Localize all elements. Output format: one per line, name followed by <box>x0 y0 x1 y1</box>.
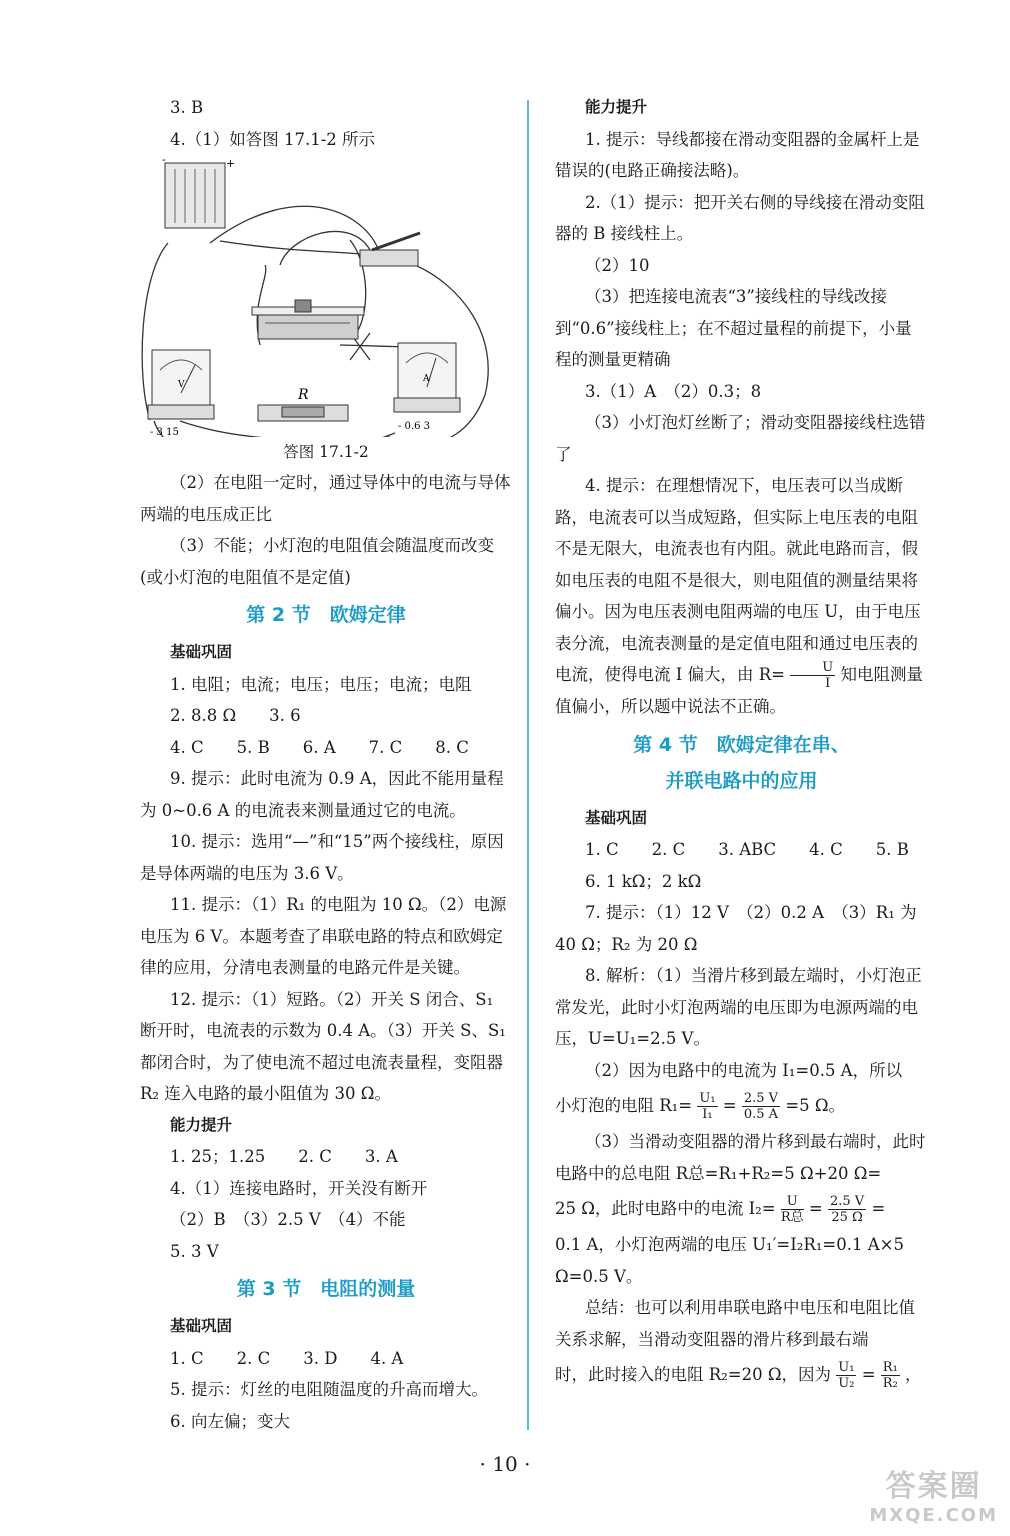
sec4-answer-8-2: （2）因为电路中的电流为 I₁=0.5 A，所以 <box>585 1060 903 1080</box>
sec3-ability-2-1: 2.（1）提示：把开关右侧的导线接在滑动变阻器的 B 接线柱上。 <box>555 192 925 243</box>
sec4-summary: 总结：也可以利用串联电路中电压和电阻比值关系求解，当滑动变阻器的滑片移到最右端 <box>555 1298 915 1349</box>
sec2-answer-1: 1. 电阻；电流；电压；电压；电流；电阻 <box>170 674 472 694</box>
resistor-label: R <box>298 387 309 403</box>
ability-heading: 能力提升 <box>170 1115 233 1134</box>
sec3-ability-3: 3.（1）A （2）0.3；8 <box>585 381 762 401</box>
formula-lead: 25 Ω，此时电路中的电流 I₂= <box>555 1199 776 1218</box>
formula-tail: = <box>871 1199 886 1218</box>
resistor <box>258 387 348 421</box>
frac-den: I <box>825 676 831 691</box>
frac-num: R₁ <box>882 1360 898 1375</box>
sec4-summary-formula <box>555 1355 928 1395</box>
frac-num: U <box>790 660 835 676</box>
equals-sign: = <box>861 1365 876 1384</box>
sec2-answer-12: 12. 提示：（1）短路。（2）开关 S 闭合、S₁ 断开时，电流表的示数为 0.4 A。（3）开关 S、S₁ 都闭合时，为了使电流不超过电流表量程，变阻器 R₂ 连入电路的最小阻值为 30 Ω。 <box>140 989 506 1103</box>
sec3-answer-5: 5. 提示：灯丝的电阻随温度的升高而增大。 <box>170 1380 488 1399</box>
formula-lead: 时，此时接入的电阻 R₂=20 Ω，因为 <box>555 1365 832 1384</box>
circuit-diagram <box>140 155 512 437</box>
frac-den: R₂ <box>882 1376 898 1391</box>
sec2-answer-11: 11. 提示：（1）R₁ 的电阻为 10 Ω。（2）电源电压为 6 V。本题考查了串联电路的特点和欧姆定律的应用，分清电表测量的电路元件是关键。 <box>140 895 507 977</box>
frac-den: 0.5 A <box>743 1107 779 1122</box>
sec4-answer-8-3-result: 0.1 A，小灯泡两端的电压 U₁′=I₂R₁=0.1 A×5 Ω=0.5 V。 <box>555 1235 904 1286</box>
frac-den: 25 Ω <box>831 1210 863 1225</box>
sec2-ability-4-2: （2）B （3）2.5 V （4）不能 <box>170 1210 406 1229</box>
formula-result: =5 Ω。 <box>785 1096 846 1115</box>
frac-num: 2.5 V <box>743 1091 779 1106</box>
frac-den: U₂ <box>838 1376 855 1391</box>
sec4-answer-6: 6. 1 kΩ；2 kΩ <box>585 871 702 891</box>
figure-caption: 答图 17.1-2 <box>283 443 369 461</box>
sec3-answer-6: 6. 向左偏；变大 <box>170 1411 290 1431</box>
sec3-ability-1: 1. 提示：导线都接在滑动变阻器的金属杆上是错误的(电路正确接法略)。 <box>555 129 920 180</box>
fraction-2-5v-0-5a <box>742 1091 780 1122</box>
voltmeter-terminals: - 3 15 <box>150 427 179 437</box>
watermark-line1: 答案圈 <box>885 1469 982 1504</box>
sec3-ability-4-end: 知电阻测量值偏小，所以题中说法不正确。 <box>555 665 923 716</box>
section-4-title-1: 第 4 节 欧姆定律在串、 <box>633 733 850 756</box>
answer-4-2: （2）在电阻一定时，通过导体中的电流与导体两端的电压成正比 <box>140 473 511 524</box>
ability-heading-right: 能力提升 <box>585 98 648 116</box>
ammeter-terminals: - 0.6 3 <box>398 421 431 432</box>
sec3-ability-4-text: 4. 提示：在理想情况下，电压表可以当成断路，电流表可以当成短路，但实际上电压表的电阻不是无限大，电流表也有内阻。就此电路而言，假如电压表的电阻不是很大，则电阻值的测量结果将偏小。因为电压表测电阻两端的电压 U，由于电压表分流，电流表测量的是定值电阻和通过电压表的电流，使得电流 I 偏大，由 R= <box>555 476 921 684</box>
equals-sign: = <box>722 1096 737 1115</box>
sec4-answer-7: 7. 提示：（1）12 V （2）0.2 A （3）R₁ 为 40 Ω；R₂ 为 20 Ω <box>555 903 917 954</box>
sec2-answer-10: 10. 提示：选用“—”和“15”两个接线柱，原因是导体两端的电压为 3.6 V。 <box>140 832 504 883</box>
frac-num: U <box>781 1194 804 1210</box>
formula-tail: ， <box>905 1365 922 1384</box>
frac-den: I₁ <box>702 1107 713 1122</box>
sec2-ability-5: 5. 3 V <box>170 1241 219 1261</box>
sec2-ability-1: 1. 25；1.25 2. C 3. A <box>170 1147 398 1166</box>
formula-lead: 小灯泡的电阻 R₁= <box>555 1096 693 1115</box>
sec3-ability-2-3: （3）把连接电流表“3”接线柱的导线改接到“0.6”接线柱上；在不超过量程的前提下，小量程的测量更精确 <box>555 287 912 369</box>
answer-4-3: （3）不能；小灯泡的电阻值会随温度而改变(或小灯泡的电阻值不是定值) <box>140 536 494 587</box>
fraction-u-r-total <box>781 1194 804 1225</box>
fraction-u1-i1 <box>697 1091 717 1122</box>
switch <box>360 233 420 266</box>
sec4-answer-8-1: 8. 解析：（1）当滑片移到最左端时，小灯泡正常发光，此时小灯泡两端的电压即为电源两端的电压，U=U₁=2.5 V。 <box>555 966 922 1048</box>
sec4-answer-8-3-formula <box>555 1189 928 1229</box>
watermark <box>869 1461 998 1526</box>
answer-3: 3. B <box>170 98 204 117</box>
fraction-2-5v-25ohm <box>828 1194 866 1225</box>
watermark-line2: MXQE.COM <box>869 1505 998 1526</box>
fraction-r1-r2 <box>881 1360 900 1391</box>
voltmeter-label: V <box>178 380 185 390</box>
sec4-answer-1-5: 1. C 2. C 3. ABC 4. C 5. B <box>585 840 909 859</box>
circuit-figure <box>140 155 512 437</box>
basic-heading-4: 基础巩固 <box>585 808 648 827</box>
sec3-ability-4 <box>555 470 928 723</box>
frac-num: 2.5 V <box>830 1194 865 1209</box>
section-4-title-2: 并联电路中的应用 <box>665 769 818 792</box>
sec2-answer-4-8: 4. C 5. B 6. A 7. C 8. C <box>170 737 469 757</box>
fraction-u-over-i <box>790 660 835 691</box>
battery-plus-label: + <box>226 157 236 170</box>
basic-heading-3: 基础巩固 <box>170 1317 233 1335</box>
right-column <box>555 92 928 1395</box>
sec3-ability-3-3: （3）小灯泡灯丝断了；滑动变阻器接线柱选错了 <box>555 413 926 464</box>
battery-minus-label: - <box>162 155 166 166</box>
ammeter-label: A <box>423 374 430 384</box>
battery <box>162 155 235 228</box>
answer-4-1: 4.（1）如答图 17.1-2 所示 <box>170 129 376 149</box>
frac-num: U₁ <box>838 1360 855 1375</box>
section-2-title: 第 2 节 欧姆定律 <box>246 604 406 626</box>
fraction-u1-u2 <box>836 1360 856 1391</box>
section-3-title: 第 3 节 电阻的测量 <box>236 1278 416 1300</box>
sec2-answer-9: 9. 提示：此时电流为 0.9 A，因此不能用量程为 0~0.6 A 的电流表来测量通过它的电流。 <box>140 769 504 820</box>
sec4-answer-8-3: （3）当滑动变阻器的滑片移到最右端时，此时电路中的总电阻 R总=R₁+R₂=5 Ω+20 Ω= <box>555 1132 926 1183</box>
sec3-ability-2-2: （2）10 <box>585 255 650 275</box>
basic-heading: 基础巩固 <box>170 643 233 661</box>
left-column <box>140 92 512 1437</box>
frac-num: U₁ <box>699 1091 716 1106</box>
sec4-answer-8-2-formula <box>555 1086 928 1126</box>
sec2-ability-4-1: 4.（1）连接电路时，开关没有断开 <box>170 1178 428 1198</box>
sec2-answer-2: 2. 8.8 Ω 3. 6 <box>170 706 301 725</box>
page-number: · 10 · <box>479 1452 531 1476</box>
sec3-answer-1-4: 1. C 2. C 3. D 4. A <box>170 1348 404 1368</box>
column-divider <box>527 100 529 1430</box>
equals-sign: = <box>808 1199 823 1218</box>
rheostat <box>252 300 364 339</box>
ammeter <box>394 343 460 432</box>
voltmeter <box>148 350 214 437</box>
frac-den: R总 <box>780 1210 804 1225</box>
